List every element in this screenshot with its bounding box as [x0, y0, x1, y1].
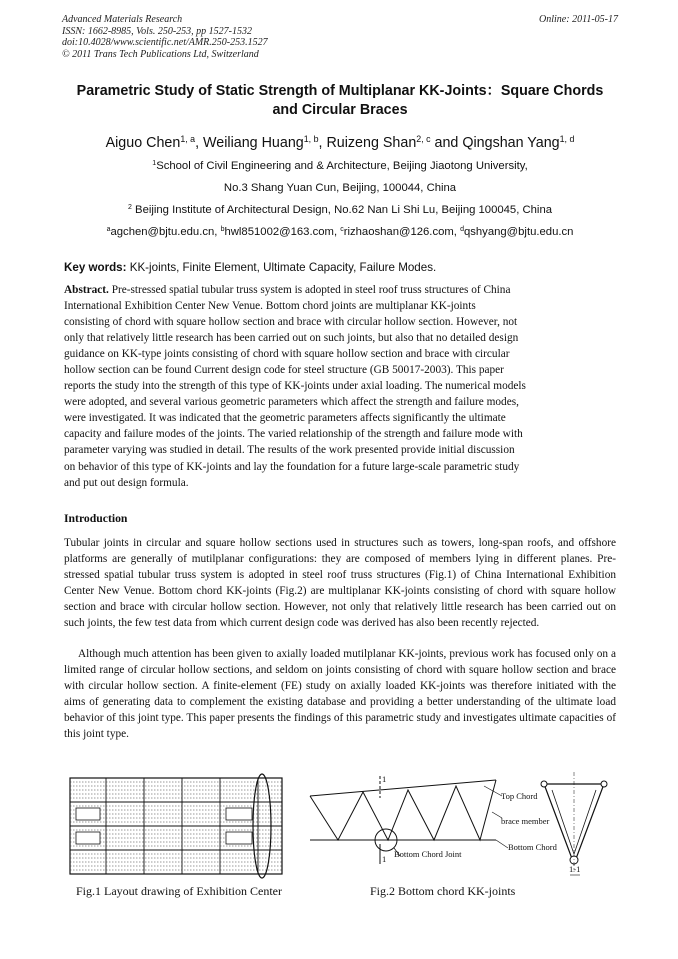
label-bottom-chord: Bottom Chord — [508, 842, 557, 852]
abstract-line: reports the study into the strength of this type of KK-joints under axial loading. The numerical models — [64, 380, 526, 393]
label-section-mark: 1 — [382, 854, 387, 864]
abstract-line: capacity and failure modes of the joints. The varied relationship of the strength and failure mode with — [64, 428, 523, 441]
abstract-line: International Exhibition Center New Venue. Bottom chord joints are multiplanar KK-joints — [64, 300, 476, 313]
keywords-text: KK-joints, Finite Element, Ultimate Capacity, Failure Modes. — [126, 261, 437, 274]
abstract-line: parameter varying was studied in detail. The results of the work presented provide initial discussion — [64, 444, 515, 457]
abstract-line: on behavior of this type of KK-joints and lay the foundation for a future large-scale parametric study — [64, 460, 520, 473]
abstract-line: were adopted, and several various geometric parameters which affect the strength and failure modes, — [64, 396, 519, 409]
affiliation-2: $^2$ Beijing Institute of Architectural Design, No.62 Nan Li Shi Lu, Beijing 100045, China — [127, 204, 553, 216]
abstract-line: and put out design formula. — [64, 476, 189, 489]
doi-line: doi:10.4028/www.scientific.net/AMR.250-253.1527 — [62, 37, 268, 48]
journal-name: Advanced Materials Research — [62, 14, 183, 25]
journal-header — [62, 14, 618, 60]
label-brace-member: brace member — [501, 816, 550, 826]
leader-top-chord — [484, 786, 502, 796]
email[interactable]: $^d$qshyang@bjtu.edu.cn — [460, 226, 574, 238]
intro-paragraph-1: Tubular joints in circular and square hollow sections used in structures such as towers, long-span roofs, and offshore platforms are generally of mutilplanar configurations: they are composed of members lying in different planes. Pre-stressed spatial tubular truss system is adopted in steel roof truss structures (Fig.1) of China International Exhibition Center New Venue. Bottom chord KK-joints (Fig.2) are multiplanar KK-joints consisting of chord with square hollow section and brace with circular hollow section. However, not only that relatively little research has been carried out on such joints, the few test data from which current design code was derived has also been recently rejected. — [64, 537, 616, 629]
label-section-1-1: 1-1 — [569, 864, 581, 874]
email[interactable]: $^a$agchen@bjtu.edu.cn — [106, 226, 215, 238]
figure-2-caption: Fig.2 Bottom chord KK-joints — [370, 884, 516, 898]
author-emails: $^a$agchen@bjtu.edu.cn, $^b$hwl851002@163.com, $^c$rizhaoshan@126.com, $^d$qshyang@bjtu.edu.cn — [106, 226, 574, 238]
affiliation-1-address: No.3 Shang Yuan Cun, Beijing, 100044, China — [223, 182, 457, 194]
email[interactable]: $^c$rizhaoshan@126.com — [340, 226, 454, 238]
section-heading-introduction: Introduction — [64, 512, 128, 525]
web-members — [310, 780, 496, 840]
abstract-line: hollow section can be found Current design code for steel structure (GB 50017-2003). This paper — [64, 364, 504, 377]
figure-1-layout-drawing — [66, 772, 288, 879]
keywords-label: Key words: — [64, 261, 127, 274]
author-list — [62, 134, 618, 152]
affiliation-1: $^1$School of Civil Engineering and & Architecture, Beijing Jiaotong University, — [152, 160, 528, 172]
author: Ruizeng Shan$^{2, c}$ and — [326, 134, 463, 151]
email[interactable]: $^b$hwl851002@163.com — [220, 226, 334, 238]
label-section-mark: 1 — [382, 774, 387, 784]
author: Aiguo Chen$^{1, a}$, — [105, 134, 204, 151]
abstract-line: Abstract. Pre-stressed spatial tubular truss system is adopted in steel roof truss structures of China — [64, 284, 511, 296]
author: Qingshan Yang$^{1, d}$ — [462, 134, 575, 151]
abstract-line: guidance on KK-type joints consisting of chord with square hollow section and brace with circular — [64, 348, 510, 361]
copyright-line: © 2011 Trans Tech Publications Ltd, Switzerland — [62, 48, 259, 60]
online-date: Online: 2011-05-17 — [539, 14, 618, 25]
abstract-line: were investigated. It was indicated that the geometric parameters affects significantly the ultimate — [64, 412, 506, 425]
abstract-line: only that relatively little research has been carried out on such joints, but also that no detailed design — [64, 332, 519, 345]
issn-line: ISSN: 1662-8985, Vols. 250-253, pp 1527-1532 — [62, 25, 252, 37]
author: Weiliang Huang$^{1, b}$, — [203, 134, 327, 151]
figure-1-caption: Fig.1 Layout drawing of Exhibition Center — [76, 884, 282, 898]
abstract-label: Abstract. — [64, 284, 109, 296]
label-top-chord: Top Chord — [501, 791, 538, 801]
leader-bottom-chord — [496, 840, 508, 848]
abstract-line: consisting of chord with square hollow section and brace with circular hollow section. However, not — [64, 316, 518, 329]
figure-2-bottom-chord-diagram — [308, 768, 620, 880]
label-bottom-chord-joint: Bottom Chord Joint — [394, 849, 462, 859]
keywords — [64, 261, 616, 275]
paper-title: Parametric Study of Static Strength of Multiplanar KK-Joints：Square Chords and Circular Braces — [76, 83, 604, 118]
top-chord-line — [310, 780, 496, 796]
intro-paragraph-2: Although much attention has been given to axially loaded mutilplanar KK-joints, previous work has focused only on a limited range of circular hollow sections, and seldom on joints consisting of chord with square hollow section and brace with circular hollow section. A finite-element (FE) study on axially loaded KK-joints was therefore initiated with the aims of generating data to complement the existing database and providing a better understanding of the ultimate load behavior of this joint type. This paper presents the findings of this parametric study and investigates ultimate capacities of this joint type. — [64, 648, 616, 740]
abstract — [64, 282, 616, 491]
